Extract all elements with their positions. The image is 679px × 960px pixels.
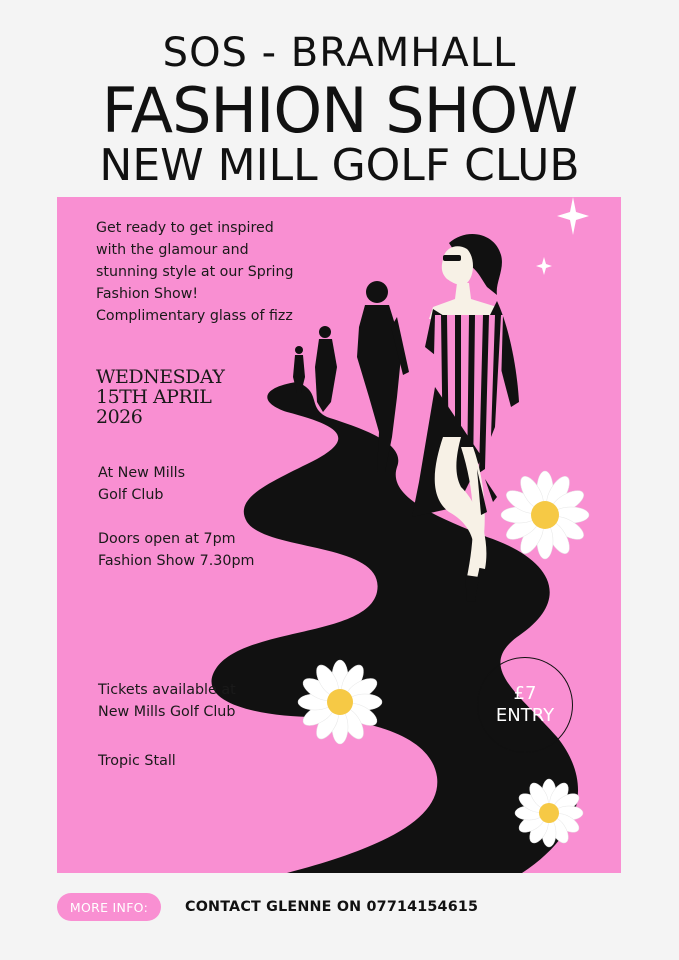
entry-price-badge bbox=[477, 657, 573, 753]
intro-line: Complimentary glass of fizz bbox=[96, 308, 293, 324]
intro-line: with the glamour and bbox=[96, 242, 249, 258]
event-date bbox=[96, 367, 224, 427]
model-silhouette-mid bbox=[315, 326, 337, 412]
entry-label: ENTRY bbox=[495, 705, 555, 726]
doors-time: Doors open at 7pm bbox=[98, 531, 236, 547]
venue-text bbox=[98, 462, 185, 506]
tickets-text bbox=[98, 679, 236, 723]
sparkle-icon bbox=[557, 197, 589, 235]
more-info-badge: MORE INFO: bbox=[57, 893, 161, 921]
contact-text: CONTACT GLENNE ON 07714154615 bbox=[185, 899, 479, 915]
date-year: 2026 bbox=[96, 406, 143, 428]
venue-line: At New Mills bbox=[98, 465, 186, 481]
show-time: Fashion Show 7.30pm bbox=[98, 553, 255, 569]
intro-line: Fashion Show! bbox=[96, 286, 199, 302]
tickets-line: Tickets available at bbox=[98, 682, 236, 698]
intro-text bbox=[96, 217, 308, 327]
date-day: WEDNESDAY bbox=[96, 366, 225, 388]
venue-line: Golf Club bbox=[98, 487, 164, 503]
times-text bbox=[98, 528, 254, 572]
poster-panel bbox=[57, 197, 621, 873]
intro-line: Get ready to get inspired bbox=[96, 220, 274, 236]
tickets-line: New Mills Golf Club bbox=[98, 704, 236, 720]
daisy-icon-right bbox=[501, 471, 589, 559]
title-line-1: SOS - BRAMHALL bbox=[162, 30, 517, 76]
intro-line: stunning style at our Spring bbox=[96, 264, 294, 280]
title-line-3: NEW MILL GOLF CLUB bbox=[99, 140, 580, 191]
entry-price: £7 bbox=[513, 683, 537, 704]
title-line-2: FASHION SHOW bbox=[101, 74, 578, 147]
sparkle-icon-small bbox=[536, 257, 552, 275]
date-date: 15TH APRIL bbox=[96, 386, 212, 408]
tickets-stall: Tropic Stall bbox=[98, 753, 176, 769]
